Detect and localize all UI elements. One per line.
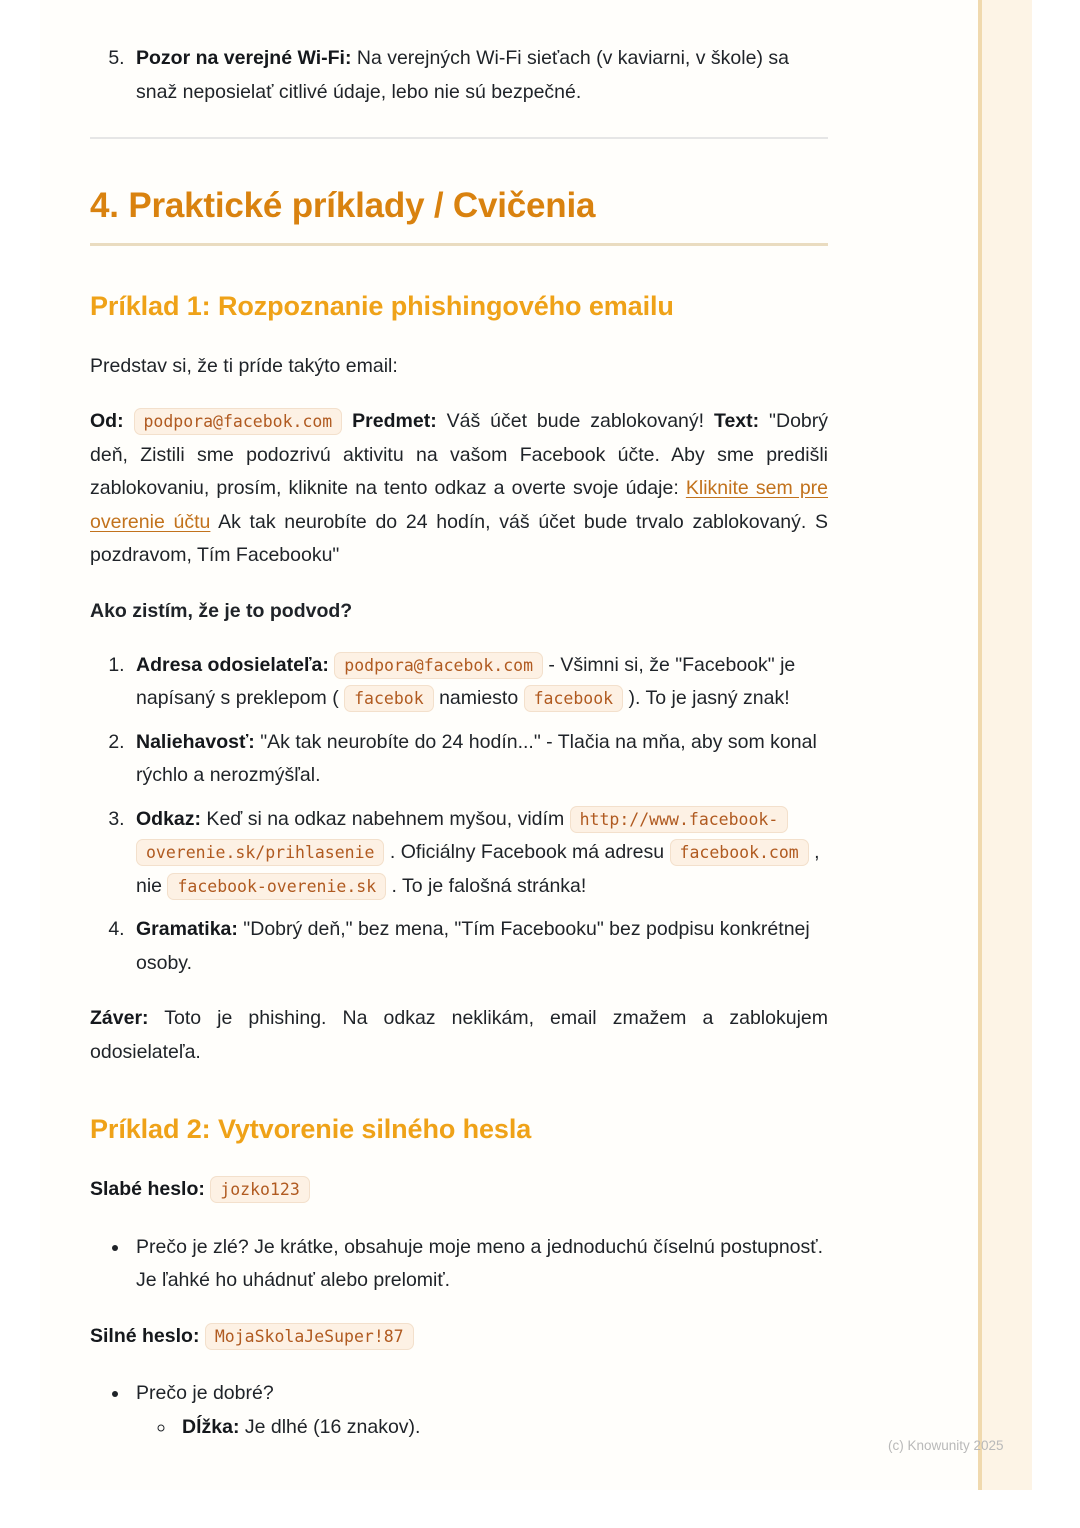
list-item bbox=[130, 803, 828, 904]
list-item bbox=[130, 1377, 828, 1444]
strong-password-subreasons bbox=[136, 1411, 828, 1445]
strong-password-label: Silné heslo: bbox=[90, 1324, 200, 1347]
strong-password-reasons bbox=[90, 1377, 828, 1444]
email-from-label: Od: bbox=[90, 410, 124, 433]
list-item bbox=[130, 726, 828, 793]
section-heading: 4. Praktické príklady / Cvičenia bbox=[90, 186, 596, 226]
clue1-mid2: namiesto bbox=[433, 687, 524, 710]
clue2-text: "Ak tak neurobíte do 24 hodín..." - Tlačia na mňa, aby som konal rýchlo a nerozmýšľal. bbox=[136, 730, 817, 787]
tip-label: Pozor na verejné Wi-Fi: bbox=[136, 47, 352, 69]
clue3-code-real-domain: facebook.com bbox=[670, 839, 809, 866]
example1-heading: Príklad 1: Rozpoznanie phishingového emailu bbox=[90, 291, 674, 322]
document-page bbox=[40, 0, 978, 1490]
clue3-tail: . To je falošná stránka! bbox=[386, 874, 587, 897]
list-item bbox=[130, 649, 828, 716]
tip-text: Na verejných Wi-Fi sieťach (v kaviarni, v škole) sa snaž neposielať citlivé údaje, lebo nie sú bezpečné. bbox=[136, 47, 789, 103]
email-body-part1: "Dobrý deň, Zistili sme podozrivú aktivitu na vašom Facebook účte. Aby sme predišli zablokovaniu, prosím, kliknite na tento odkaz a overte svoje údaje: bbox=[90, 410, 829, 500]
weak-password-row bbox=[90, 1173, 828, 1207]
clue3-mid1: . Oficiálny Facebook má adresu bbox=[384, 841, 670, 864]
email-subject-text: Váš účet bude zablokovaný! bbox=[436, 410, 714, 433]
strong-password-row bbox=[90, 1320, 828, 1354]
example2-heading: Príklad 2: Vytvorenie silného hesla bbox=[90, 1114, 532, 1145]
conclusion-text: Toto je phishing. Na odkaz neklikám, email zmažem a zablokujem odosielateľa. bbox=[90, 1007, 828, 1063]
list-item bbox=[130, 42, 828, 109]
strong-password-code: MojaSkolaJeSuper!87 bbox=[205, 1323, 414, 1350]
page-bottom-strip bbox=[0, 1490, 1080, 1528]
clue4-label: Gramatika: bbox=[136, 918, 238, 941]
length-text: Je dlhé (16 znakov). bbox=[239, 1415, 421, 1438]
tips-list bbox=[90, 42, 828, 109]
weak-password-reasons bbox=[90, 1231, 828, 1298]
list-item bbox=[176, 1411, 828, 1445]
clues-question: Ako zistím, že je to podvod? bbox=[90, 600, 353, 622]
section-heading-underline bbox=[90, 243, 828, 246]
clue1-label: Adresa odosielateľa: bbox=[136, 653, 329, 676]
clue3-code-fake-domain: facebook-overenie.sk bbox=[167, 873, 386, 900]
copyright-watermark: (c) Knowunity 2025 bbox=[888, 1438, 1004, 1453]
phishing-link[interactable]: Kliknite sem pre overenie účtu bbox=[90, 477, 828, 533]
list-item: • Prečo je zlé? Je krátke, obsahuje moje meno a jednoduchú číselnú postupnosť. Je ľahké ho uhádnuť alebo prelomiť. bbox=[130, 1231, 828, 1298]
conclusion-label: Záver: bbox=[90, 1007, 149, 1030]
clue1-tail: ). To je jasný znak! bbox=[623, 687, 790, 710]
clue2-label: Naliehavosť: bbox=[136, 730, 255, 753]
list-item bbox=[130, 913, 828, 980]
page-right-margin-rail bbox=[978, 0, 1032, 1490]
clue1-code-correct: facebook bbox=[524, 685, 623, 712]
email-body-part2: Ak tak neurobíte do 24 hodín, váš účet bude trvalo zablokovaný. S pozdravom, Tím Facebooku" bbox=[90, 510, 829, 567]
email-from-address: podpora@facebok.com bbox=[134, 408, 343, 435]
document-content bbox=[90, 42, 828, 1454]
clue1-code-typo: facebok bbox=[344, 685, 434, 712]
clue3-mid0: Keď si na odkaz nabehnem myšou, vidím bbox=[201, 807, 570, 830]
phishing-email-block bbox=[90, 405, 828, 573]
email-text-label: Text: bbox=[713, 410, 760, 433]
strong-password-question: Prečo je dobré? bbox=[136, 1382, 274, 1405]
weak-password-code: jozko123 bbox=[210, 1176, 309, 1203]
clue4-text: "Dobrý deň," bez mena, "Tím Facebooku" bez podpisu konkrétnej osoby. bbox=[136, 918, 810, 974]
clues-list bbox=[90, 649, 828, 981]
clue3-label: Odkaz: bbox=[136, 807, 202, 830]
clue1-code-sender: podpora@facebok.com bbox=[334, 652, 543, 679]
example1-conclusion bbox=[90, 1002, 828, 1069]
example1-intro: Predstav si, že ti príde takýto email: bbox=[90, 354, 398, 377]
length-label: Dĺžka: bbox=[182, 1415, 240, 1438]
clue3-mid2: , nie bbox=[136, 841, 820, 897]
clue1-mid1: - Všimni si, že "Facebook" je napísaný s preklepom ( bbox=[136, 653, 796, 710]
weak-password-label: Slabé heslo: bbox=[90, 1178, 205, 1201]
section-divider bbox=[90, 137, 828, 139]
clue3-code-fake-url: http://www.facebook-overenie.sk/prihlasenie bbox=[136, 806, 788, 867]
email-subject-label: Predmet: bbox=[352, 410, 437, 433]
